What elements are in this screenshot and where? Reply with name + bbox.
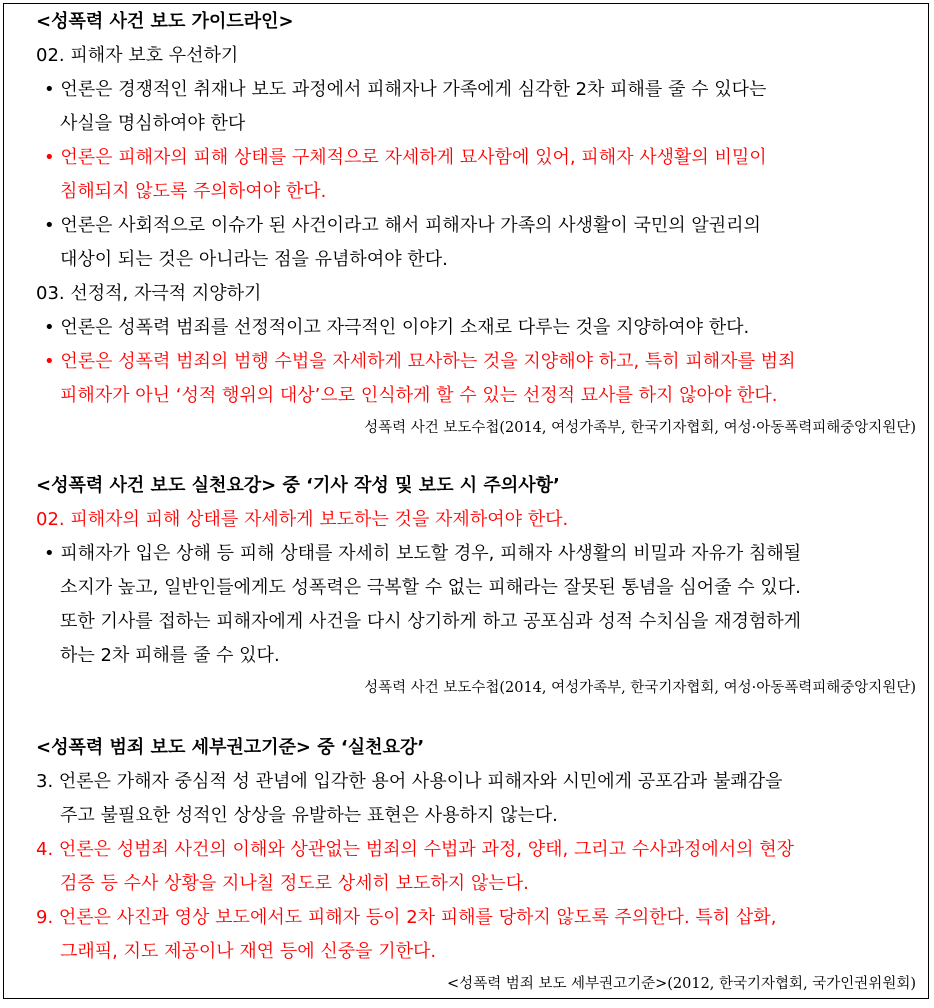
section1-subheading-02: 02. 피해자 보호 우선하기: [36, 45, 239, 66]
section2-subheading-02: 02. 피해자의 피해 상태를 자세하게 보도하는 것을 자제하여야 한다.: [36, 509, 569, 530]
section2-bullet1-line3: 또한 기사를 접하는 피해자에게 사건을 다시 상기하게 하고 공포심과 성적 수치심을 재경험하게: [60, 611, 802, 632]
section2-bullet1-line2: 소지가 높고, 일반인들에게도 성폭력은 극복할 수 없는 피해라는 잘못된 통념을 심어줄 수 있다.: [60, 577, 801, 598]
section1-bullet2-line1: • 언론은 피해자의 피해 상태를 구체적으로 자세하게 묘사함에 있어, 피해자 사생활의 비밀이: [44, 147, 767, 168]
section-spacer: [36, 703, 916, 731]
section3-item3-line1: 3. 언론은 가해자 중심적 성 관념에 입각한 용어 사용이나 피해자와 시민에게 공포감과 불쾌감을: [36, 771, 783, 792]
section3-item4-line1: 4. 언론은 성범죄 사건의 이해와 상관없는 범죄의 수법과 과정, 양태, 그리고 수사과정에서의 현장: [36, 839, 795, 860]
section2-source: 성폭력 사건 보도수첩(2014, 여성가족부, 한국기자협회, 여성·아동폭력피해중앙지원단): [364, 680, 916, 696]
section2-bullet1-line1: • 피해자가 입은 상해 등 피해 상태를 자세히 보도할 경우, 피해자 사생활의 비밀과 자유가 침해될: [44, 543, 802, 564]
section1-bullet1-line2: 사실을 명심하여야 한다: [60, 113, 246, 134]
section1-bullet3-line1: • 언론은 사회적으로 이슈가 된 사건이라고 해서 피해자나 가족의 사생활이 국민의 알권리의: [44, 215, 761, 236]
section1-bullet4-line1: • 언론은 성폭력 범죄를 선정적이고 자극적인 이야기 소재로 다루는 것을 지양하여야 한다.: [44, 317, 750, 338]
section1-bullet1-line1: • 언론은 경쟁적인 취재나 보도 과정에서 피해자나 가족에게 심각한 2차 피해를 줄 수 있다는: [44, 79, 767, 100]
document-content: [36, 5, 916, 999]
section3-item9-line2: 그래픽, 지도 제공이나 재연 등에 신중을 기한다.: [60, 941, 437, 962]
section3-item4-line2: 검증 등 수사 상황을 지나칠 정도로 상세히 보도하지 않는다.: [60, 873, 529, 894]
section1-bullet5-line2: 피해자가 아닌 ‘성적 행위의 대상’으로 인식하게 할 수 있는 선정적 묘사를 하지 않아야 한다.: [60, 385, 778, 406]
section3-item9-line1: 9. 언론은 사진과 영상 보도에서도 피해자 등이 2차 피해를 당하지 않도록 주의한다. 특히 삽화,: [36, 907, 777, 928]
section2-title: <성폭력 사건 보도 실천요강> 중 ‘기사 작성 및 보도 시 주의사항’: [36, 475, 560, 496]
section3-item3-line2: 주고 불필요한 성적인 상상을 유발하는 표현은 사용하지 않는다.: [60, 805, 558, 826]
section2-bullet1-line4: 하는 2차 피해를 줄 수 있다.: [60, 645, 280, 666]
section1-bullet2-line2: 침해되지 않도록 주의하여야 한다.: [60, 181, 327, 202]
section3-source: <성폭력 범죄 보도 세부권고기준>(2012, 한국기자협회, 국가인권위원회): [447, 976, 916, 992]
section1-source: 성폭력 사건 보도수첩(2014, 여성가족부, 한국기자협회, 여성·아동폭력피해중앙지원단): [364, 420, 916, 436]
section3-title: <성폭력 범죄 보도 세부권고기준> 중 ‘실천요강’: [36, 737, 425, 758]
section1-bullet5-line1: • 언론은 성폭력 범죄의 범행 수법을 자세하게 묘사하는 것을 지양해야 하고, 특히 피해자를 범죄: [44, 351, 796, 372]
section1-bullet3-line2: 대상이 되는 것은 아니라는 점을 유념하여야 한다.: [60, 249, 448, 270]
section-spacer: [36, 443, 916, 469]
section1-title: <성폭력 사건 보도 가이드라인>: [36, 11, 294, 32]
section1-subheading-03: 03. 선정적, 자극적 지양하기: [36, 283, 262, 304]
